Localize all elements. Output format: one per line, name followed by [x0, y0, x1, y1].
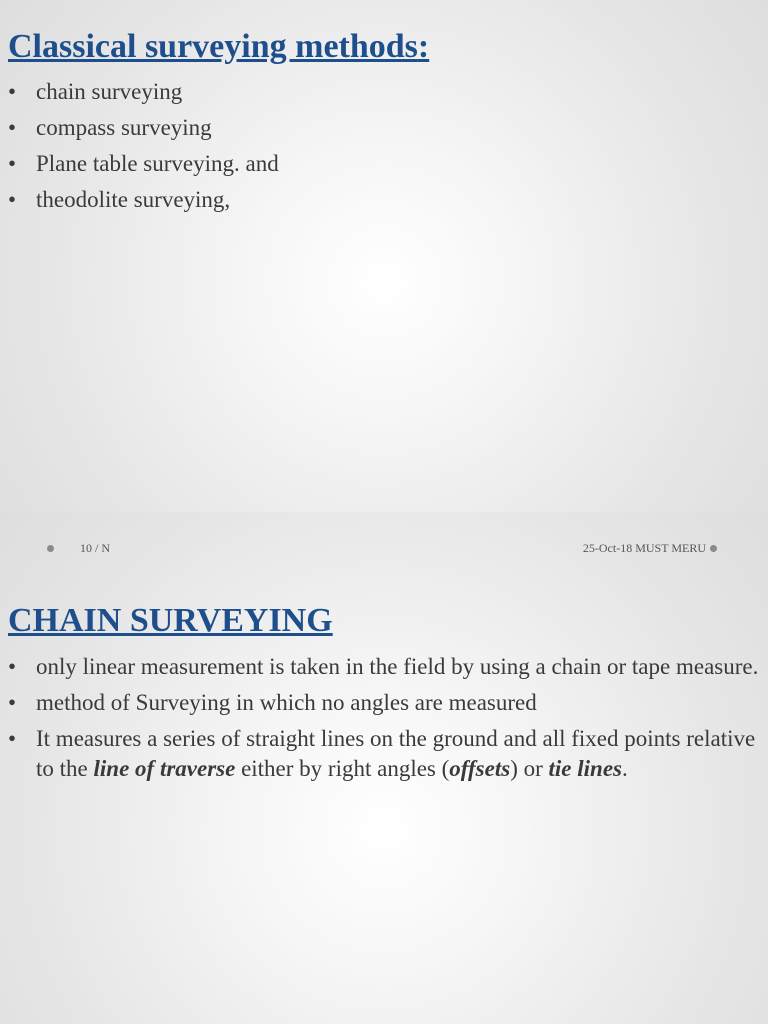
emphasis-tie-lines: tie lines — [548, 756, 622, 781]
bullet-icon: • — [8, 690, 17, 715]
methods-list — [8, 74, 748, 218]
list-item: • compass surveying — [8, 110, 748, 146]
list-item: • It measures a series of straight lines on the ground and all fixed points relative to the line of traverse either by right angles (offsets) or tie lines. — [8, 726, 756, 781]
slide-footer — [0, 541, 768, 557]
emphasis-offsets: offsets — [449, 756, 511, 781]
page-number: 10 / N — [80, 541, 110, 555]
bullet-icon: • — [8, 726, 17, 751]
list-item: • only linear measurement is taken in the field by using a chain or tape measure. — [8, 652, 760, 682]
footer-dot-icon — [710, 545, 717, 552]
slide-title: Classical surveying methods: — [8, 28, 430, 65]
chain-surveying-list — [8, 652, 760, 790]
slide-chain-surveying — [0, 512, 768, 1024]
list-item: • chain surveying — [8, 74, 748, 110]
footer-date-org: 25-Oct-18 MUST MERU — [582, 541, 706, 555]
emphasis-line-of-traverse: line of traverse — [93, 756, 236, 781]
list-item: • Plane table surveying. and — [8, 146, 748, 182]
footer-dot-icon — [47, 545, 54, 552]
bullet-icon: • — [8, 187, 17, 212]
bullet-icon: • — [8, 79, 17, 104]
list-item: • theodolite surveying, — [8, 182, 748, 218]
bullet-icon: • — [8, 151, 17, 176]
bullet-icon: • — [8, 115, 17, 140]
slide-title: CHAIN SURVEYING — [8, 602, 333, 639]
bullet-icon: • — [8, 654, 17, 679]
list-item: • method of Surveying in which no angles are measured — [8, 688, 760, 718]
